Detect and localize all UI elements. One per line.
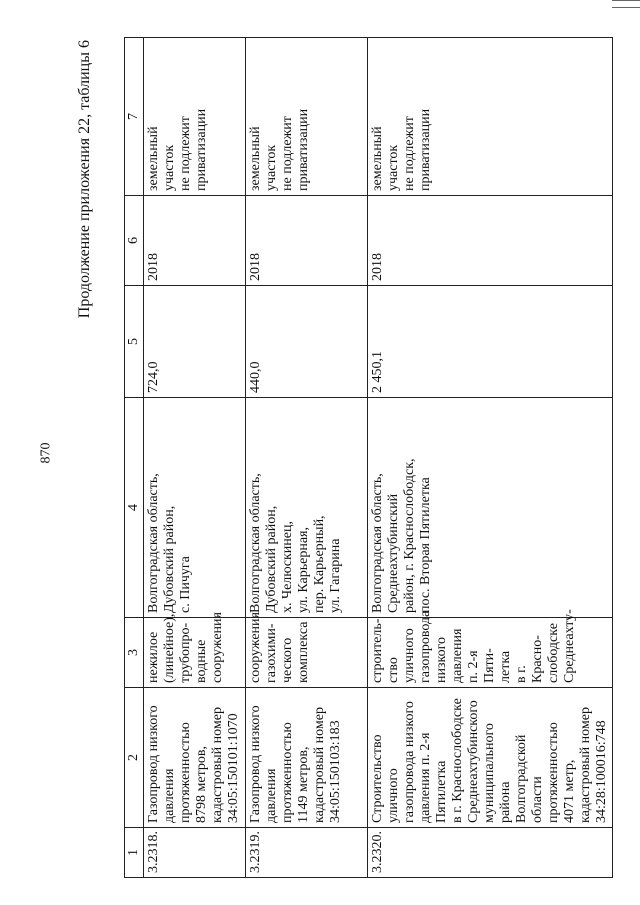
object-status: земельный участок не подлежит приватизации	[246, 38, 368, 196]
table-row	[246, 38, 368, 878]
top-right-rule	[612, 0, 640, 8]
header-cell-7: 7	[125, 38, 144, 196]
table-row	[144, 38, 246, 878]
object-address: Волгоградская область, Дубовский район, с. Пичуга	[144, 398, 246, 618]
row-number: 3.2319.	[246, 828, 368, 878]
page-number: 870	[38, 442, 54, 464]
object-name: Строительство уличного газопровода низкого давления п. 2-я Пятилетка в г. Краснослободске Среднеахтубинского муниципального района Волгоградской области протяженностью 4071 метр, кадастровый номер 34:28:100016:748	[368, 688, 613, 828]
header-row	[125, 38, 144, 878]
header-cell-1: 1	[125, 828, 144, 878]
landscape-sheet	[76, 38, 609, 878]
object-name: Газопровод низкого давления протяженностью 1149 метров, кадастровый номер 34:05:150103:183	[246, 688, 368, 828]
header-cell-2: 2	[125, 688, 144, 828]
header-cell-5: 5	[125, 286, 144, 398]
object-status: земельный участок не подлежит приватизации	[144, 38, 246, 196]
object-year: 2018	[368, 196, 613, 286]
row-number: 3.2320.	[368, 828, 613, 878]
header-cell-3: 3	[125, 618, 144, 688]
header-cell-6: 6	[125, 196, 144, 286]
object-year: 2018	[144, 196, 246, 286]
object-name: Газопровод низкого давления протяженностью 8798 метров, кадастровый номер 34:05:150101:1070	[144, 688, 246, 828]
object-value: 724,0	[144, 286, 246, 398]
header-cell-4: 4	[125, 398, 144, 618]
object-status: земельный участок не подлежит приватизации	[368, 38, 613, 196]
table-row	[368, 38, 613, 878]
row-number: 3.2318.	[144, 828, 246, 878]
object-value: 2 450,1	[368, 286, 613, 398]
continuation-caption: Продолжение приложения 22, таблицы 6	[76, 40, 93, 319]
object-year: 2018	[246, 196, 368, 286]
object-type: строитель- ство уличного газопровода низкого давления п. 2-я Пяти- летка в г. Красно- слободске Среднеахту-	[368, 618, 613, 688]
object-type: нежилое (линейное), трубопро- водные сооружения	[144, 618, 246, 688]
object-address: Волгоградская область, Среднеахтубинский район, г. Краснослободск, пос. Вторая Пятилетка	[368, 398, 613, 618]
data-table	[124, 37, 613, 878]
object-type: сооружения газохими- ческого комплекса	[246, 618, 368, 688]
object-address: Волгоградская область, Дубовский район, х. Челюскинец, ул. Карьерная, пер. Карьерный, ул. Гагарина	[246, 398, 368, 618]
object-value: 440,0	[246, 286, 368, 398]
